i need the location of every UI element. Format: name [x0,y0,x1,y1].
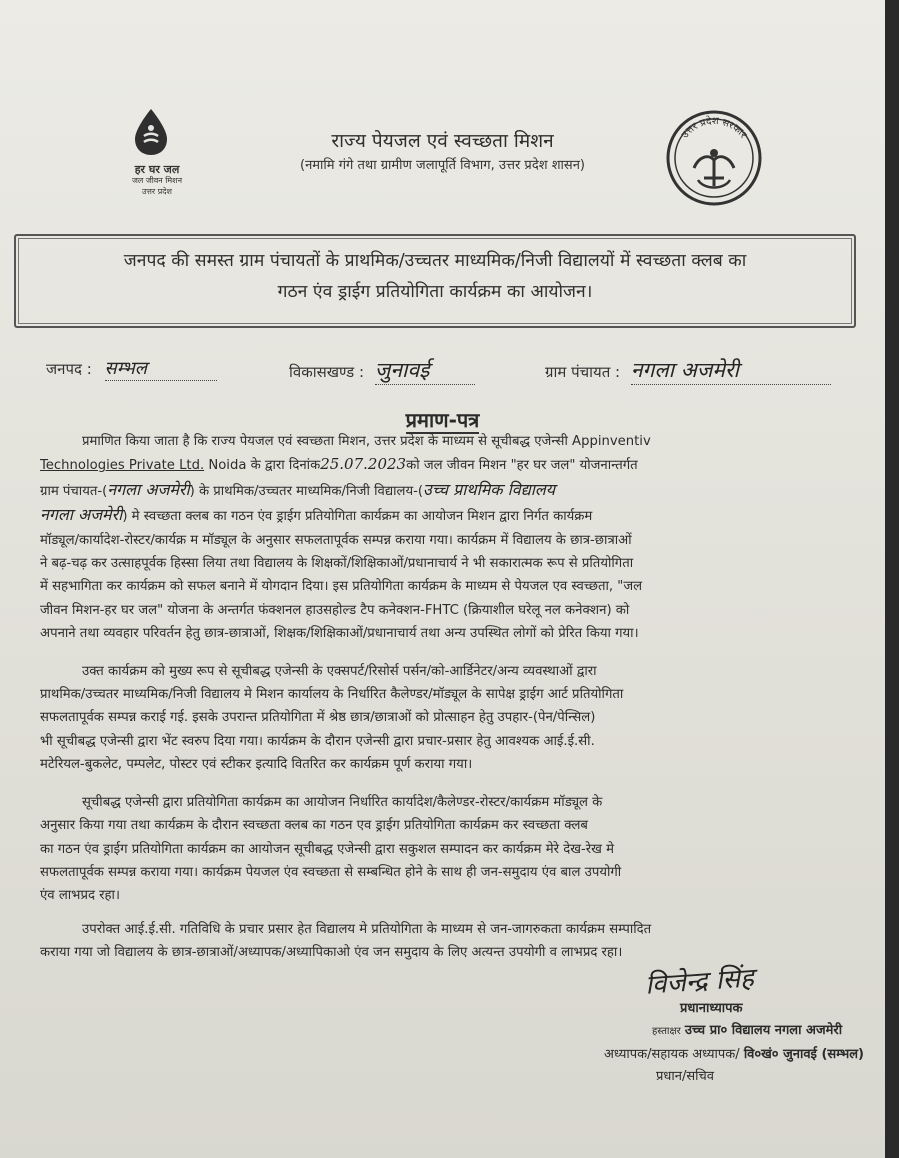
mission-subtitle: (नमामि गंगे तथा ग्रामीण जलापूर्ति विभाग, उत्तर प्रदेश शासन) [300,158,585,173]
janpad-value: सम्भल [105,356,217,381]
p1-line1: प्रमाणित किया जाता है कि राज्य पेयजल एवं स्वच्छता मिशन, उत्तर प्रदेश के माध्यम से सूचीबद्ध एजेन्सी Appinventiv [82,434,651,449]
p1-vidyalaya-label: ) के प्राथमिक/उच्चतर माध्यमिक/निजी विद्यालय-( [189,483,424,499]
vikaskhand-field [289,356,475,385]
role-line2: प्रधान/सचिव [656,1069,714,1084]
p4-line1: उपरोक्त आई.ई.सी. गतिविधि के प्रचार प्रसार हेत विद्यालय मे प्रतियोगिता के माध्यम से जन-जागरुकता कार्यक्रम सम्पादित [82,921,652,937]
p1-gram-label: ग्राम पंचायत-( [40,483,108,499]
handwritten-signature: विजेन्द्र सिंह [644,963,755,1001]
stamp-prefix: हस्ताक्षर [652,1026,681,1037]
p1-line7: में सहभागिता कर कार्यक्रम को सफल बनाने में योगदान दिया। इस प्रतियोगिता कार्यक्रम के माध्यम से पेयजल एव स्वच्छता, "जल [40,579,643,595]
p3-line4: सफलतापूर्वक सम्पन्न कराया गया। कार्यक्रम पेयजल एंव स्वच्छता से सम्बन्धित होने के साथ ही जन-समुदाय एंव बाल उपयोगी [40,864,622,880]
vikaskhand-label: विकासखण्ड : [289,363,365,381]
stamp-school-name: उच्च प्रा० विद्यालय नगला अजमेरी [684,1023,843,1038]
p2-line1: उक्त कार्यक्रम को मुख्य रूप से सूचीबद्ध एजेन्सी के एक्सपर्ट/रिसोर्स पर्सन/को-आर्डिनेटर/अन्य व्यवस्थाओं द्वारा [82,663,597,679]
logo-line2: जल जीवन मिशन [131,176,183,185]
p1-line8: जीवन मिशन-हर घर जल" योजना के अन्तर्गत फंक्शनल हाउसहोल्ड टैप कनेक्शन-FHTC (क्रियाशील घरेलू नल कनेक्शन) को [40,602,630,618]
p3-line2: अनुसार किया गया तथा कार्यक्रम के दौरान स्वच्छता क्लब का गठन एव ड्राईग प्रतियोगिता कार्यक्रम कर स्वच्छता क्लब [40,818,588,834]
gram-panchayat-value: नगला अजमेरी [631,356,831,385]
p3-line1: सूचीबद्ध एजेन्सी द्वारा प्रतियोगिता कार्यक्रम का आयोजन निर्धारित कार्यादेश/कैलेण्डर-रोस्टर/कार्यक्रम मॉड्यूल के [82,794,603,810]
p2-line3: सफलतापूर्वक सम्पन्न कराई गई. इसके उपरान्त प्रतियोगिता में श्रेष्ठ छात्र/छात्राओं को प्रोत्साहन हेतु उपहार-(पेन/पेन्सिल) [40,710,596,726]
p1-line9: अपनाने तथा व्यवहार परिवर्तन हेतु छात्र-छात्राओं, शिक्षक/शिक्षिकाओं/प्रधानाचार्य तथा अन्य उपस्थित लोगों को प्रेरित किया गया। [40,626,639,642]
stamp-designation: प्रधानाध्यापक [680,1001,743,1016]
logo-line3: उत्तर प्रदेश [142,187,172,196]
p1-noida-text: Noida के द्वारा दिनांक [208,458,321,474]
program-date: 25.07.2023 [320,455,407,474]
certificate-title-text: प्रमाण-पत्र [405,408,480,432]
stamp-block: वि०खं० जुनावई (सम्भल) [743,1047,864,1062]
certificate-title [0,406,885,433]
gram-panchayat-field [545,356,831,385]
role-line: अध्यापक/सहायक अध्यापक/ [604,1047,740,1062]
p1-club-text: ) मे स्वच्छता क्लब का गठन एंव ड्राईग प्रतियोगिता कार्यक्रम का आयोजन मिशन द्वारा निर्गत कार्यक्रम [122,509,593,525]
janpad-field [46,356,217,381]
p1-line2 [40,453,840,477]
gram-panchayat-label: ग्राम पंचायत : [545,363,621,381]
vikaskhand-value: जुनावई [375,356,475,385]
emblem-text: उत्तर प्रदेश सरकार [679,115,749,141]
har-ghar-jal-logo [118,108,208,200]
p2-line5: मटेरियल-बुकलेट, पम्पलेट, पोस्टर एवं स्टीकर इत्यादि वितरित कर कार्यक्रम पूर्ण कराया गया। [40,757,473,773]
p4-line2: कराया गया जो विद्यालय के छात्र-छात्राओं/अध्यापक/अध्यापिकाओ एंव जन समुदाय के लिए अत्यन्त उपयोगी व लाभप्रद रहा। [40,945,623,961]
p1-line3 [40,478,840,503]
p1-line6: ने बढ़-चढ़ कर उत्साहपूर्वक हिस्सा लिया तथा विद्यालय के शिक्षकों/शिक्षिकाओं/प्रधानाचार्य ने भी सकारात्मक रूप से प्रतियोगिता [40,556,634,572]
p1-yojana-text: को जल जीवन मिशन "हर घर जल" योजनान्तर्गत [406,458,638,474]
p2-line4: भी सूचीबद्ध एजेन्सी द्वारा भेंट स्वरुप दिया गया। कार्यक्रम के दौरान एजेन्सी द्वारा प्रचार-प्रसार हेतु आवश्यक आई.ई.सी. [40,733,595,749]
p3-line5: एंव लाभप्रद रहा। [40,888,120,904]
janpad-label: जनपद : [46,360,92,378]
certificate-body [40,430,840,965]
subject-line2: गठन एंव ड्राईग प्रतियोगिता कार्यक्रम का आयोजन। [277,282,593,302]
subject-line1: जनपद की समस्त ग्राम पंचायतों के प्राथमिक/उच्चतर माध्यमिक/निजी विद्यालयों में स्वच्छता क्लब का [123,251,747,271]
logo-line1: हर घर जल [134,163,180,176]
p2-line2: प्राथमिक/उच्चतर माध्यमिक/निजी विद्यालय मे मिशन कार्यालय के निर्धारित कैलेण्डर/मॉड्यूल के सापेक्ष ड्राईग आर्ट प्रतियोगिता [40,687,624,703]
p1-gram-value: नगला अजमेरी [107,479,190,499]
school-village: नगला अजमेरी [40,505,123,525]
school-name: उच्च प्राथमिक विद्यालय [423,479,556,499]
stamp-role-block [604,1046,864,1063]
p1-line4 [40,503,840,528]
stamp-school [652,1022,842,1040]
subject-box [14,234,856,328]
emblem-seal-icon [664,108,764,208]
up-government-emblem [664,108,764,208]
p3-line3: का गठन एंव ड्राईग प्रतियोगिता कार्यक्रम का आयोजन सूचीबद्ध एजेन्सी द्वारा सकुशल सम्पादन कर कार्यक्रम मेरे देख-रेख मे [40,841,615,857]
subject-text [16,246,854,308]
agency-name: Technologies Private Ltd. [40,458,205,474]
mission-title: राज्य पेयजल एवं स्वच्छता मिशन [331,130,554,152]
p1-line5: मॉड्यूल/कार्यादेश-रोस्टर/कार्यक्र म मॉड्यूल के अनुसार सफलतापूर्वक सम्पन्न कराया गया। कार्यक्रम में विद्यालय के छात्र-छात्राओं [40,532,632,548]
